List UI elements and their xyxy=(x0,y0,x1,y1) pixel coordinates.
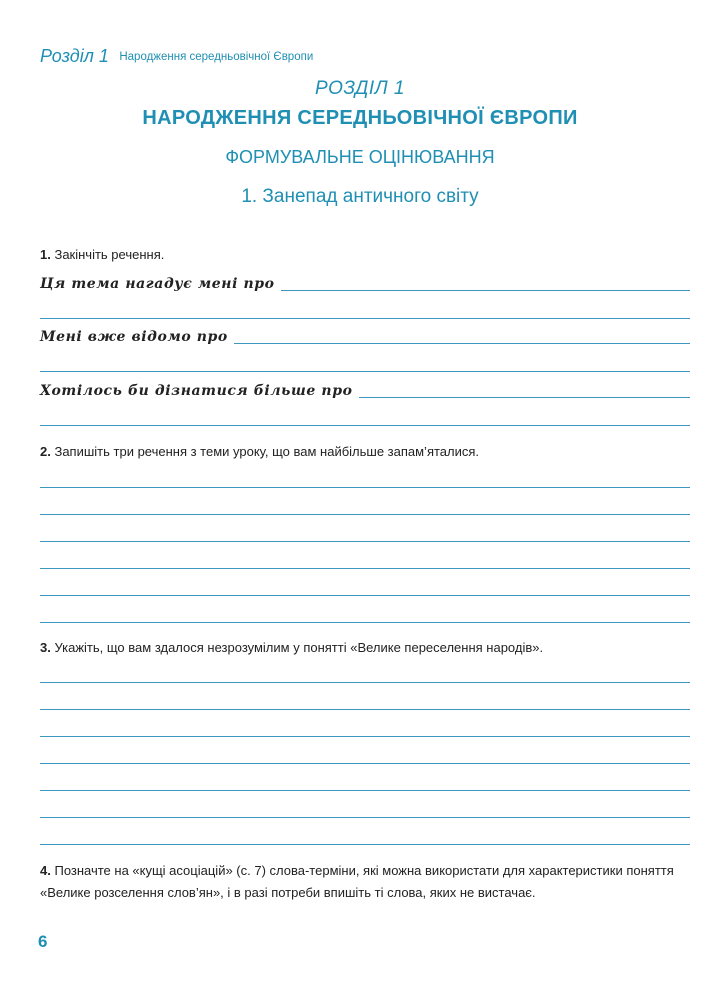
q1-answer-row-2[interactable] xyxy=(40,326,690,346)
section-title: НАРОДЖЕННЯ СЕРЕДНЬОВІЧНОЇ ЄВРОПИ xyxy=(142,107,578,129)
question-2-number: 2. xyxy=(40,444,51,459)
question-4-text: Позначте на «кущі асоціацій» (с. 7) слова-терміни, які можна використати для характеристики поняття «Велике розселення слов’ян», і в разі потреби впишіть ті слова, яких не вистачає. xyxy=(40,863,674,900)
q3-answer-line[interactable] xyxy=(40,844,690,845)
q1-prompt-1: Ця тема нагадує мені про xyxy=(40,276,275,292)
q2-answer-line[interactable] xyxy=(40,487,690,488)
q3-answer-line[interactable] xyxy=(40,790,690,791)
section-label: РОЗДІЛ 1 xyxy=(314,78,405,99)
question-3-number: 3. xyxy=(40,640,51,655)
running-head xyxy=(40,46,313,67)
q2-answer-line[interactable] xyxy=(40,595,690,596)
q1-answer-blank-2[interactable] xyxy=(234,343,690,344)
q3-answer-line[interactable] xyxy=(40,682,690,683)
q3-answer-line[interactable] xyxy=(40,817,690,818)
q2-answer-line[interactable] xyxy=(40,514,690,515)
question-1 xyxy=(40,247,164,262)
q2-answer-line[interactable] xyxy=(40,541,690,542)
question-2-text: Запишіть три речення з теми уроку, що вам найбільше запам’яталися. xyxy=(54,444,480,459)
q1-answer-line[interactable] xyxy=(40,371,690,372)
q3-answer-line[interactable] xyxy=(40,736,690,737)
topic-heading: 1. Занепад античного світу xyxy=(241,186,479,207)
q2-answer-line[interactable] xyxy=(40,622,690,623)
q3-answer-line[interactable] xyxy=(40,709,690,710)
page-number: 6 xyxy=(38,932,48,951)
question-4-number: 4. xyxy=(40,863,51,878)
q1-prompt-2: Мені вже відомо про xyxy=(40,329,228,345)
running-head-title: Народження середньовічної Європи xyxy=(119,51,314,63)
q1-answer-line[interactable] xyxy=(40,318,690,319)
question-1-text: Закінчіть речення. xyxy=(54,247,165,262)
q3-answer-line[interactable] xyxy=(40,763,690,764)
q1-answer-blank-3[interactable] xyxy=(359,397,690,398)
q1-answer-blank-1[interactable] xyxy=(281,290,690,291)
question-1-number: 1. xyxy=(40,247,51,262)
q1-answer-line[interactable] xyxy=(40,425,690,426)
question-3 xyxy=(40,640,543,655)
assessment-heading: ФОРМУВАЛЬНЕ ОЦІНЮВАННЯ xyxy=(225,147,495,167)
q1-answer-row-3[interactable] xyxy=(40,380,690,400)
running-head-section: Розділ 1 xyxy=(40,46,109,66)
q1-prompt-3: Хотілось би дізнатися більше про xyxy=(40,383,353,399)
q2-answer-line[interactable] xyxy=(40,568,690,569)
q1-answer-row-1[interactable] xyxy=(40,273,690,293)
question-2 xyxy=(40,444,479,459)
question-3-text: Укажіть, що вам здалося незрозумілим у понятті «Велике переселення народів». xyxy=(54,640,544,655)
question-4 xyxy=(40,860,692,904)
